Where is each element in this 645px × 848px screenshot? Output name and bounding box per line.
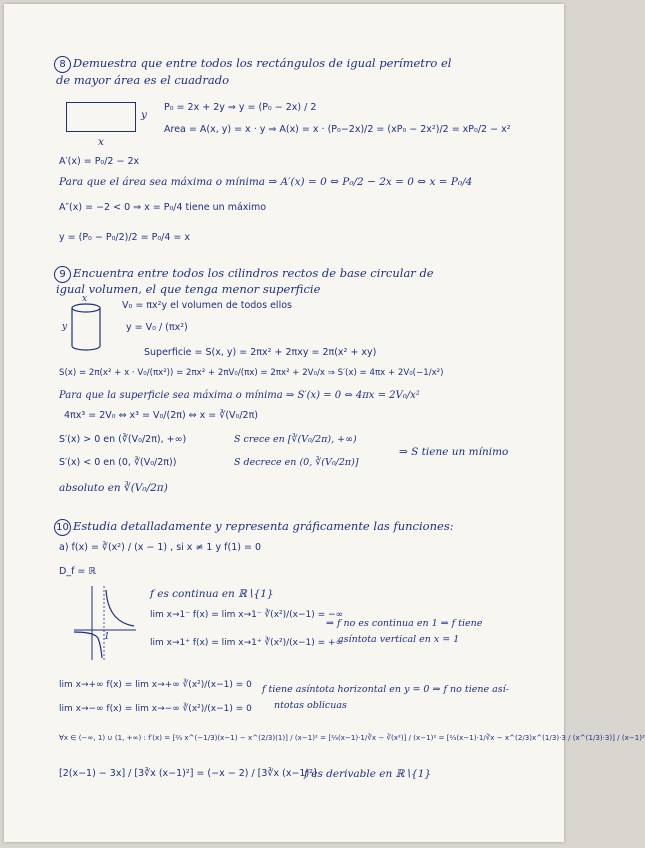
notebook-page bbox=[4, 4, 645, 842]
positive-interval: S′(x) > 0 en (∛(V₀/2π), +∞) bbox=[59, 434, 187, 445]
negative-interval: S′(x) < 0 en (0, ∛(V₀/2π)) bbox=[59, 457, 177, 468]
minimum-conclusion: ⇒ S tiene un mínimo bbox=[399, 446, 509, 458]
problem-8-title-line2: de mayor área es el cuadrado bbox=[56, 73, 230, 87]
y-expression: y = V₀ / (πx²) bbox=[126, 322, 188, 333]
y-result: y = (P₀ − P₀/2)/2 = P₀/4 = x bbox=[59, 232, 191, 243]
derivable-statement: f es derivable en ℝ∖{1} bbox=[304, 768, 432, 780]
function-sketch-graph bbox=[70, 582, 140, 662]
derivative-final: [2(x−1) − 3x] / [3∛x (x−1)²] = (−x − 2) / [3∛x (x−1)²] bbox=[59, 768, 317, 779]
cylinder-label-y: y bbox=[62, 322, 68, 332]
no-oblique-asymptote: ntotas oblicuas bbox=[274, 700, 347, 711]
perimeter-equation: P₀ = 2x + 2y ⇒ y = (P₀ − 2x) / 2 bbox=[164, 102, 317, 113]
cylinder-figure bbox=[64, 298, 114, 358]
grows-interval: S crece en [∛(V₀/2π), +∞) bbox=[234, 434, 357, 445]
rectangle-figure bbox=[66, 102, 136, 132]
surface-equation: Superficie = S(x, y) = 2πx² + 2πxy = 2π(x² + xy) bbox=[144, 347, 377, 358]
function-definition: a) f(x) = ∛(x²) / (x − 1) , si x ≠ 1 y f(1) = 0 bbox=[59, 542, 261, 553]
derivative-equation: A′(x) = P₀/2 − 2x bbox=[59, 156, 140, 167]
vertical-asymptote: asíntota vertical en x = 1 bbox=[338, 634, 460, 645]
limit-minus-infinity: lim x→−∞ f(x) = lim x→−∞ ∛(x²)/(x−1) = 0 bbox=[59, 704, 252, 714]
continuity-statement: f es continua en ℝ∖{1} bbox=[150, 588, 274, 600]
derivative-computation: ∀x ∈ (−∞, 1) ∪ (1, +∞) : f′(x) = [⅔ x^(−1/3)(x−1) − x^(2/3)(1)] / (x−1)² = [⅔(x−1)·1/∛x − ∛(x²)] / (x−1)² = [⅔(x−1)·1/∛x − x^(2/3)x^(1/3)·3 / (x^(1/3)·3)] / (x−1)² bbox=[59, 733, 645, 742]
problem-number: 10 bbox=[54, 519, 71, 536]
problem-8-title: 8 Demuestra que entre todos los rectángulos de igual perímetro el bbox=[54, 56, 452, 73]
limit-plus-infinity: lim x→+∞ f(x) = lim x→+∞ ∛(x²)/(x−1) = 0 bbox=[59, 680, 252, 690]
max-min-condition: Para que el área sea máxima o mínima ⇒ A′(x) = 0 ⇔ P₀/2 − 2x = 0 ⇔ x = P₀/4 bbox=[59, 176, 473, 188]
problem-number: 9 bbox=[54, 266, 71, 283]
left-limit: lim x→1⁻ f(x) = lim x→1⁻ ∛(x²)/(x−1) = −∞ bbox=[150, 610, 344, 620]
horizontal-asymptote: f tiene asíntota horizontal en y = 0 ⇒ f no tiene así- bbox=[262, 684, 509, 695]
second-derivative: A″(x) = −2 < 0 ⇒ x = P₀/4 tiene un máximo bbox=[59, 202, 267, 213]
surface-condition: Para que la superficie sea máxima o mínima ⇒ S′(x) = 0 ⇔ 4πx = 2V₀/x² bbox=[59, 390, 420, 401]
solve-equation: 4πx³ = 2V₀ ⇔ x³ = V₀/(2π) ⇔ x = ∛(V₀/2π) bbox=[64, 410, 259, 421]
area-equation: Area = A(x, y) = x · y ⇒ A(x) = x · (P₀−2x)/2 = (xP₀ − 2x²)/2 = xP₀/2 − x² bbox=[164, 124, 511, 135]
not-continuous: ⇒ f no es continua en 1 ⇒ f tiene bbox=[326, 618, 483, 629]
graph-label-one: 1 bbox=[104, 632, 110, 642]
right-limit: lim x→1⁺ f(x) = lim x→1⁺ ∛(x²)/(x−1) = +∞ bbox=[150, 638, 344, 648]
surface-x: S(x) = 2π(x² + x · V₀/(πx²)) = 2πx² + 2πV₀/(πx) = 2πx² + 2V₀/x ⇒ S′(x) = 4πx + 2V₀(−1/x²) bbox=[59, 368, 444, 378]
decreases-interval: S decrece en (0, ∛(V₀/2π)] bbox=[234, 457, 359, 468]
rect-side-y: y bbox=[141, 109, 147, 121]
problem-9-title: 9 Encuentra entre todos los cilindros rectos de base circular de bbox=[54, 266, 434, 283]
absolute-location: absoluto en ∛(V₀/2π) bbox=[59, 482, 168, 494]
problem-9-title-line2: igual volumen, el que tenga menor superficie bbox=[56, 282, 321, 296]
problem-10-title: 10 Estudia detalladamente y representa gráficamente las funciones: bbox=[54, 519, 454, 536]
cylinder-label-x: x bbox=[82, 294, 88, 304]
domain: D_f = ℝ bbox=[59, 566, 96, 577]
problem-number: 8 bbox=[54, 56, 71, 73]
volume-equation: V₀ = πx²y el volumen de todos ellos bbox=[122, 300, 292, 311]
rect-side-x: x bbox=[98, 136, 104, 148]
